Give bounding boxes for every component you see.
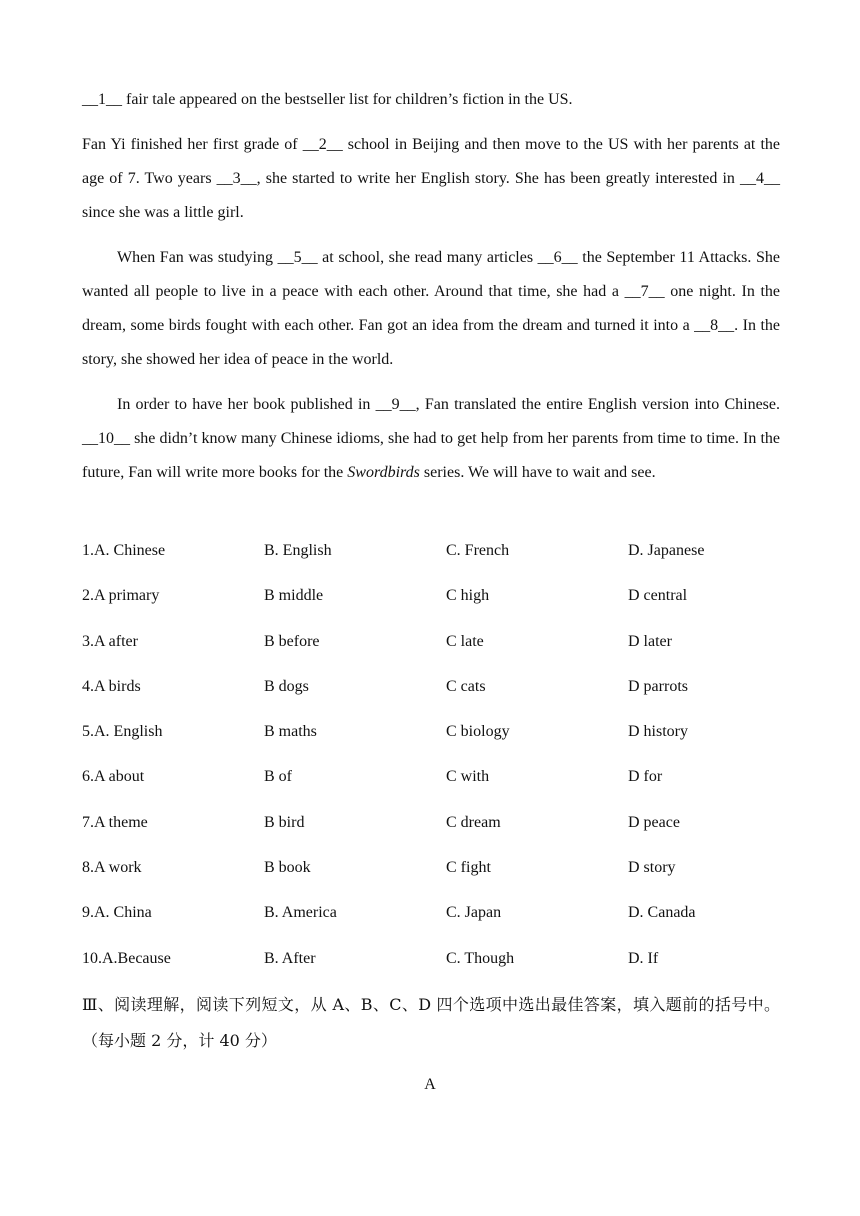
- option-b: B. America: [264, 904, 337, 922]
- passage-line-1: __1__ fair tale appeared on the bestseller list for children’s fiction in the US.: [82, 91, 573, 108]
- question-options-row: [82, 715, 782, 760]
- section-heading: Ⅲ、阅读理解，阅读下列短文，从 A、B、C、D 四个选项中选出最佳答案，填入题前的括号中。（每小题 2 分，计 40 分）: [82, 995, 780, 1050]
- option-d: D. Japanese: [628, 542, 705, 559]
- question-options-row: [82, 896, 782, 941]
- option-d: D story: [628, 859, 676, 877]
- answer-options: [82, 534, 782, 987]
- passage-paragraph-4-end: series. We will have to wait and see.: [419, 464, 656, 481]
- passage-paragraph-4-text: In order to have her book published in __9__, Fan translated the entire English version into Chinese. __10__ she didn’t know many Chinese idioms, she had to get help from her parents from time to time. In the future, Fan will write more books for the: [82, 396, 780, 481]
- option-a: 4.A birds: [82, 677, 141, 695]
- question-options-row: [82, 806, 782, 851]
- book-series-title: Swordbirds: [347, 464, 420, 481]
- option-d: D for: [628, 768, 663, 786]
- option-c: C late: [446, 632, 484, 650]
- option-b: B book: [264, 859, 311, 877]
- question-options-row: [82, 625, 782, 670]
- option-b: B bird: [264, 813, 305, 831]
- option-d: D. If: [628, 949, 659, 967]
- option-b: B. English: [264, 542, 332, 559]
- question-options-row: [82, 760, 782, 805]
- option-c: C high: [446, 587, 490, 605]
- option-a: 7.A theme: [82, 813, 148, 831]
- part-label: A: [424, 1076, 436, 1093]
- question-options-row: [82, 579, 782, 624]
- question-options-row: [82, 670, 782, 715]
- option-a: 5.A. English: [82, 723, 163, 741]
- option-d: D peace: [628, 813, 680, 831]
- passage-paragraph-2: Fan Yi finished her first grade of __2__ school in Beijing and then move to the US with her parents at the age of 7. Two years __3__, she started to write her English story. She has been greatly interested in __4__ since she was a little girl.: [82, 136, 780, 221]
- option-a: 10.A.Because: [82, 949, 171, 967]
- option-d: D later: [628, 632, 672, 650]
- option-d: D. Canada: [628, 904, 696, 922]
- option-c: C dream: [446, 813, 501, 831]
- option-a: 8.A work: [82, 859, 142, 877]
- option-c: C cats: [446, 677, 486, 695]
- question-options-row: [82, 534, 782, 579]
- option-a: 3.A after: [82, 632, 138, 650]
- option-c: C. French: [446, 542, 510, 559]
- option-c: C fight: [446, 859, 491, 877]
- option-b: B. After: [264, 949, 316, 967]
- option-a: 6.A about: [82, 768, 145, 786]
- option-b: B dogs: [264, 677, 309, 695]
- option-b: B of: [264, 768, 292, 786]
- option-d: D history: [628, 723, 688, 741]
- option-b: B before: [264, 632, 320, 650]
- option-d: D central: [628, 587, 688, 605]
- option-c: C. Though: [446, 949, 515, 967]
- option-a: 2.A primary: [82, 587, 160, 605]
- option-c: C biology: [446, 723, 510, 741]
- option-a: 9.A. China: [82, 904, 152, 922]
- option-a: 1.A. Chinese: [82, 542, 166, 559]
- option-c: C. Japan: [446, 904, 502, 922]
- question-options-row: [82, 851, 782, 896]
- passage-paragraph-4: [82, 388, 780, 490]
- option-b: B maths: [264, 723, 317, 741]
- option-c: C with: [446, 768, 490, 786]
- option-b: B middle: [264, 587, 324, 605]
- question-options-row: [82, 942, 782, 987]
- option-d: D parrots: [628, 677, 688, 695]
- passage-paragraph-3: When Fan was studying __5__ at school, she read many articles __6__ the September 11 Attacks. She wanted all people to live in a peace with each other. Around that time, she had a __7__ one night. In the dream, some birds fought with each other. Fan got an idea from the dream and turned it into a __8__. In the story, she showed her idea of peace in the world.: [82, 249, 780, 368]
